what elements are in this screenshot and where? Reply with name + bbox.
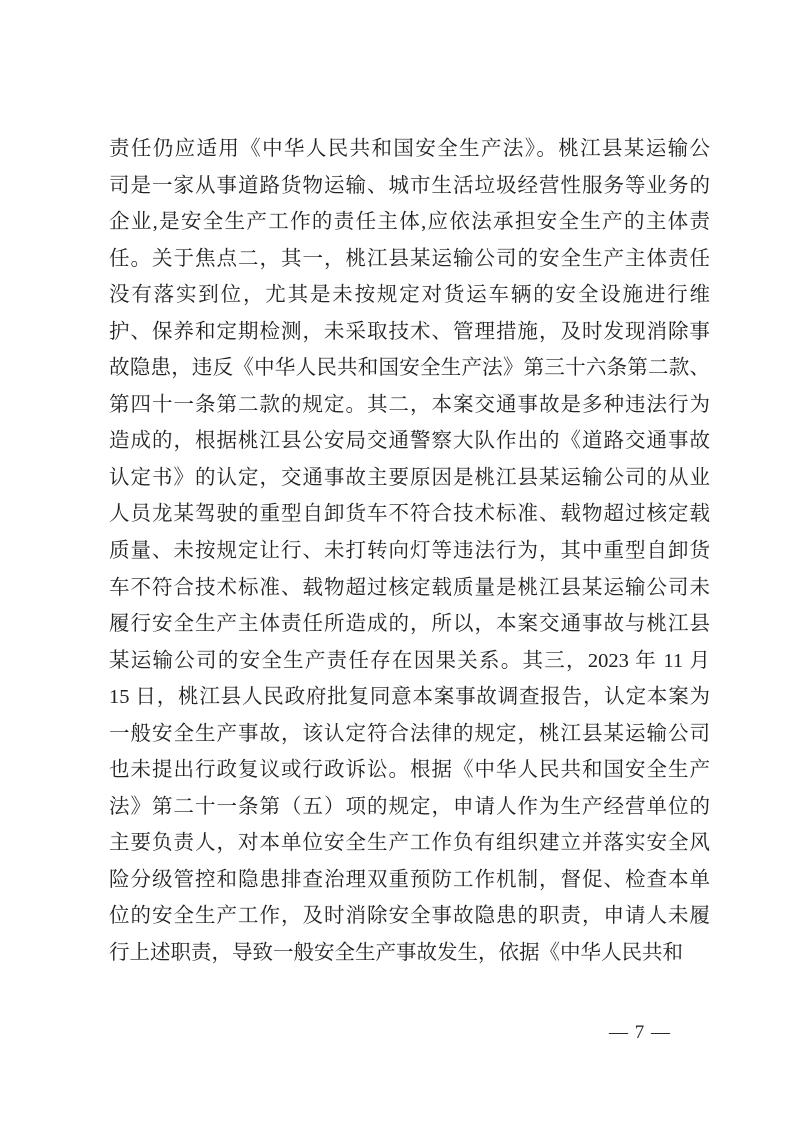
body-line-02: 司是一家从事道路货物运输、城市生活垃圾经营性服务等业务的 (109, 174, 710, 197)
body-line-04: 任。关于焦点二，其一，桃江县某运输公司的安全生产主体责任 (109, 247, 710, 270)
body-line-08: 第四十一条第二款的规定。其二，本案交通事故是多种违法行为 (109, 393, 710, 416)
body-line-19: 法》第二十一条第（五）项的规定，申请人作为生产经营单位的 (109, 795, 710, 818)
body-line-15: 某运输公司的安全生产责任存在因果关系。其三，2023 年 11 月 (109, 649, 710, 672)
page-number: — 7 — (609, 1022, 671, 1043)
body-line-12: 质量、未按规定让行、未打转向灯等违法行为，其中重型自卸货 (109, 540, 710, 563)
body-line-05: 没有落实到位，尤其是未按规定对货运车辆的安全设施进行维 (109, 284, 710, 307)
body-line-22: 位的安全生产工作，及时消除安全事故隐患的职责，申请人未履 (109, 905, 710, 928)
body-line-14: 履行安全生产主体责任所造成的，所以，本案交通事故与桃江县 (109, 613, 710, 636)
body-line-03: 企业,是安全生产工作的责任主体,应依法承担安全生产的主体责 (109, 211, 710, 234)
body-line-16: 15 日，桃江县人民政府批复同意本案事故调查报告，认定本案为 (109, 686, 710, 709)
body-line-11: 人员龙某驾驶的重型自卸货车不符合技术标准、载物超过核定载 (109, 503, 710, 526)
body-line-10: 认定书》的认定，交通事故主要原因是桃江县某运输公司的从业 (109, 466, 710, 489)
body-line-01: 责任仍应适用《中华人民共和国安全生产法》。桃江县某运输公 (109, 138, 710, 160)
body-line-17: 一般安全生产事故，该认定符合法律的规定，桃江县某运输公司 (109, 722, 710, 745)
body-line-23: 行上述职责，导致一般安全生产事故发生，依据《中华人民共和 (109, 942, 683, 965)
body-line-20: 主要负责人，对本单位安全生产工作负有组织建立并落实安全风 (109, 832, 710, 855)
body-line-09: 造成的，根据桃江县公安局交通警察大队作出的《道路交通事故 (109, 430, 710, 453)
body-line-06: 护、保养和定期检测，未采取技术、管理措施，及时发现消除事 (109, 320, 710, 343)
body-text (109, 131, 710, 972)
body-line-18: 也未提出行政复议或行政诉讼。根据《中华人民共和国安全生产 (109, 759, 710, 782)
body-line-07: 故隐患，违反《中华人民共和国安全生产法》第三十六条第二款、 (109, 357, 710, 380)
body-line-21: 险分级管控和隐患排查治理双重预防工作机制，督促、检查本单 (109, 868, 710, 891)
body-line-13: 车不符合技术标准、载物超过核定载质量是桃江县某运输公司未 (109, 576, 710, 599)
